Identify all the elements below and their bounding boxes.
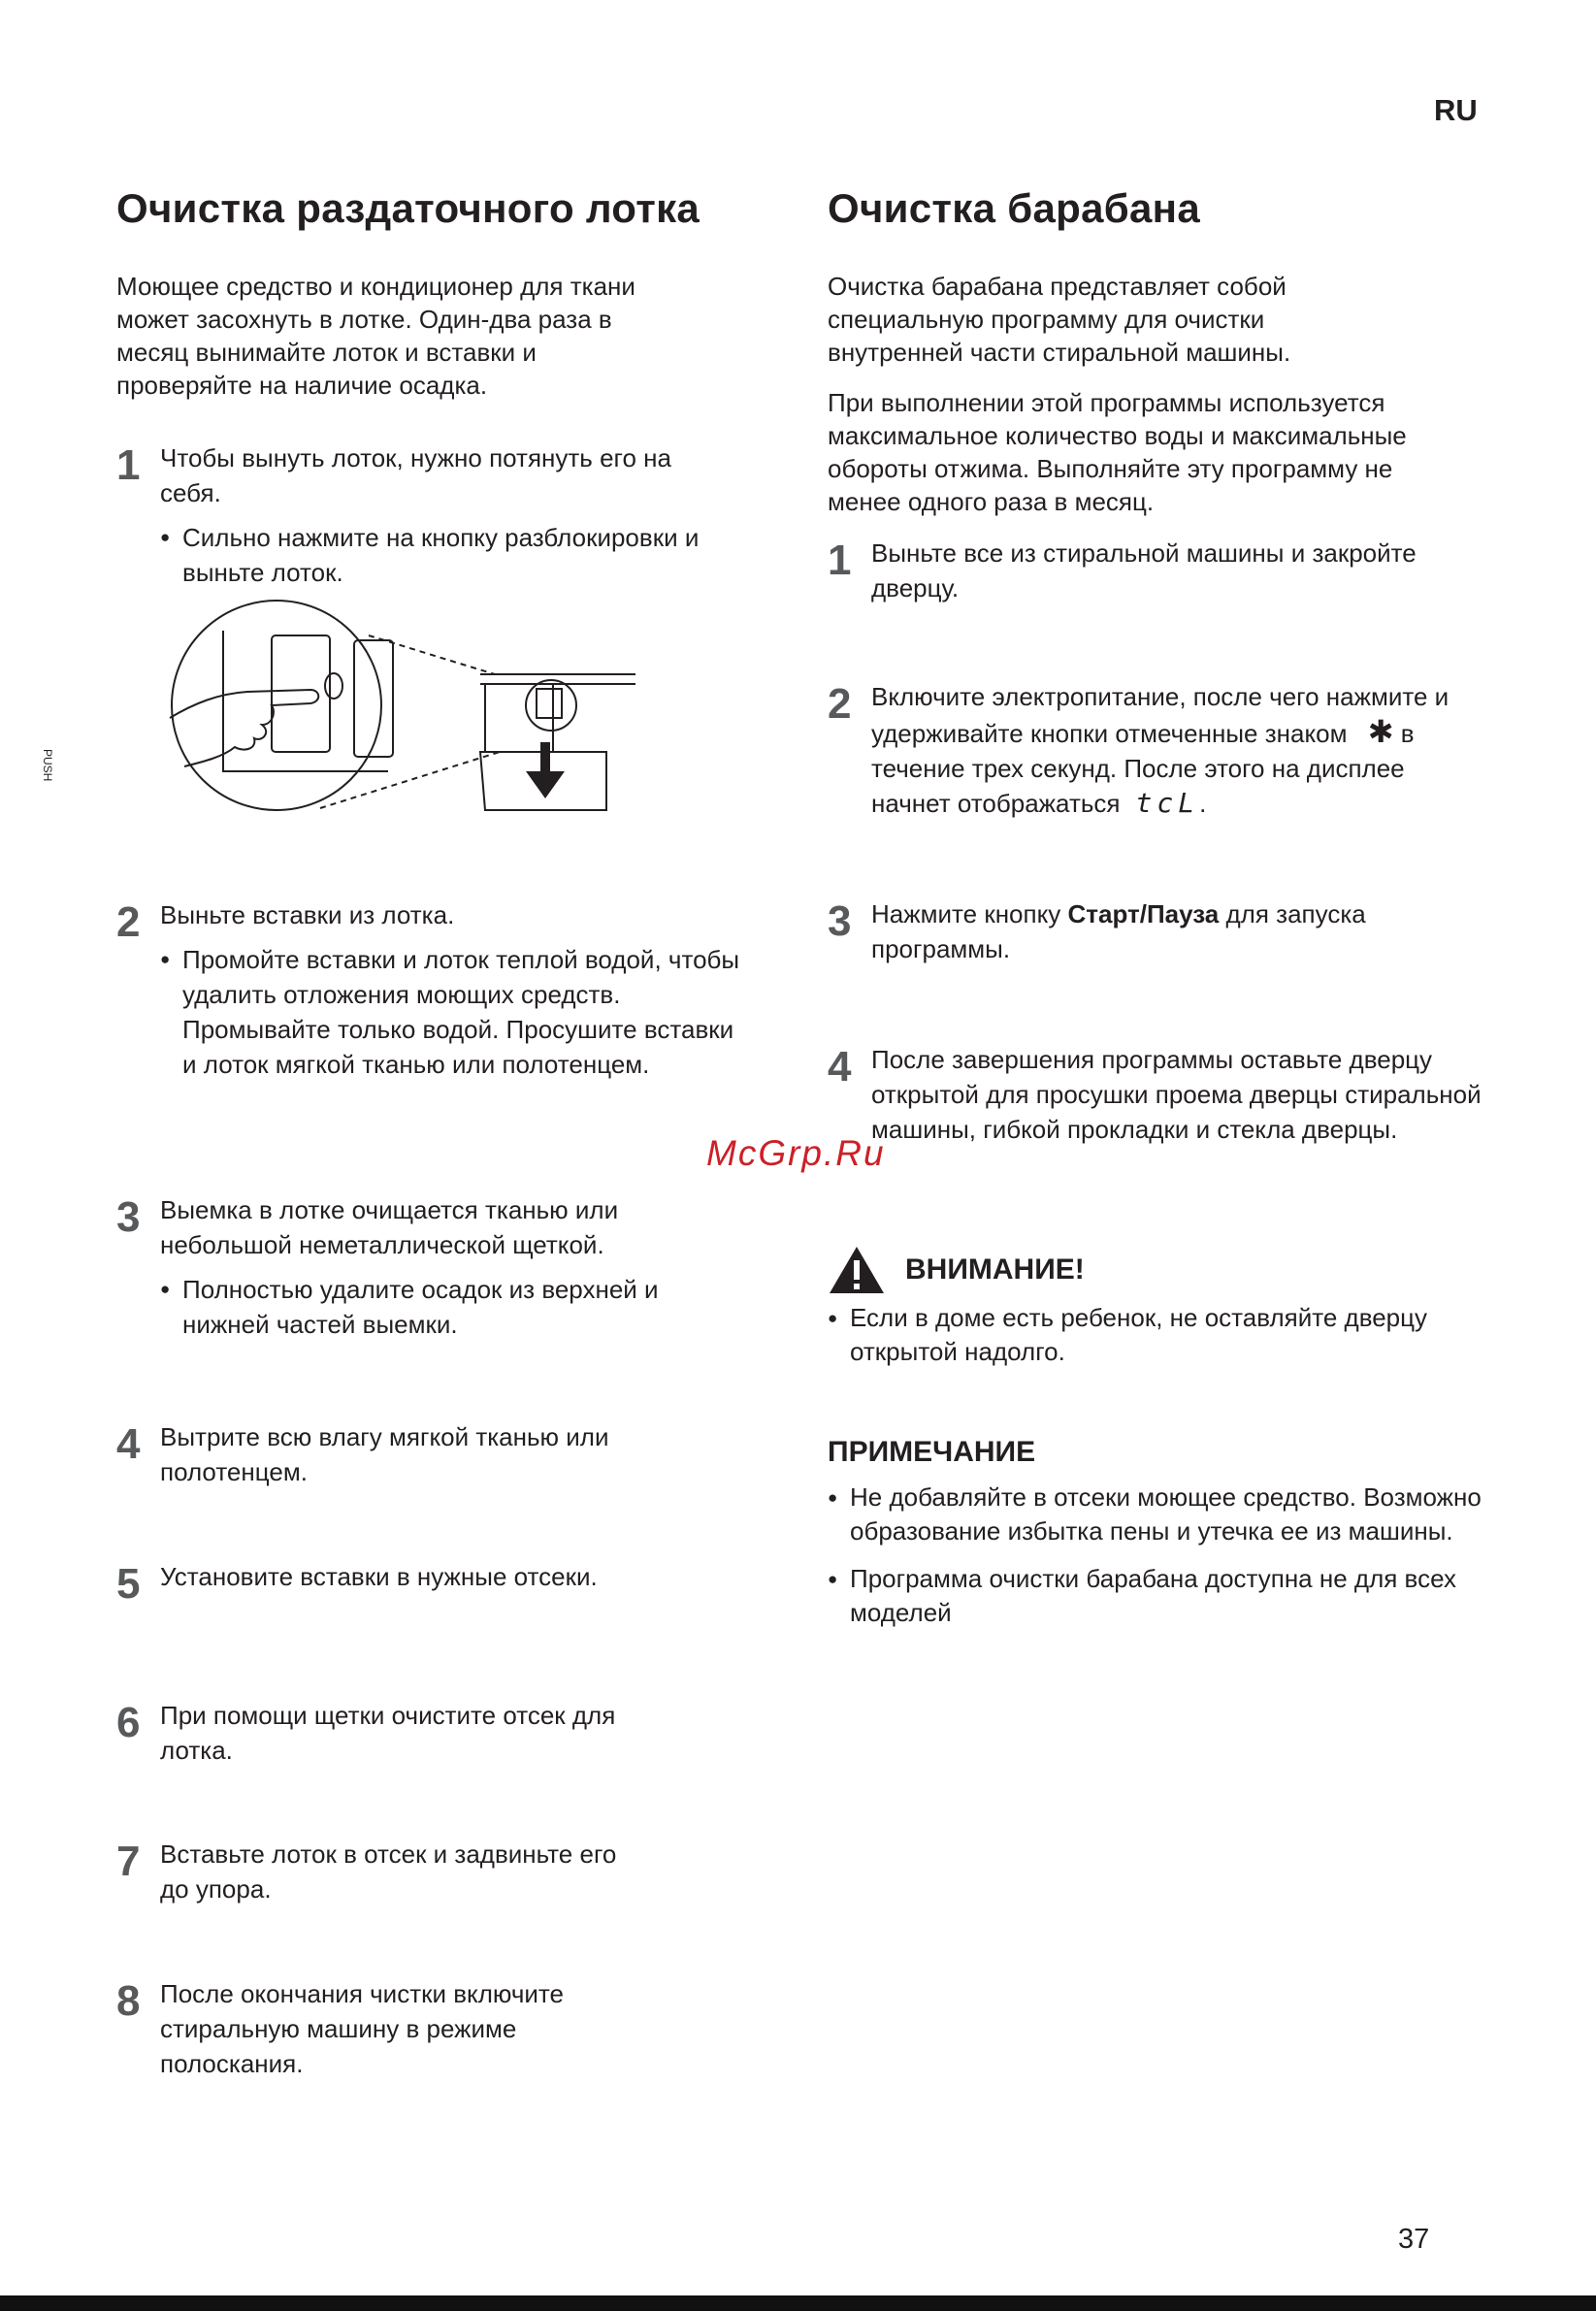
star-icon: ✱ [1367,714,1394,749]
step-number: 7 [116,1838,141,1885]
drum-step-1 [828,536,1497,605]
drum-step-4-wrap [828,1042,1497,1147]
dispenser-step-5 [116,1559,747,1608]
step-text: Вытрите всю влагу мягкой тканью или полотенцем. [160,1422,609,1486]
lcd-display-code: tcL [1135,787,1200,819]
left-column-steps [116,897,747,1082]
step-text: Выньте вставки из лотка. [160,900,455,929]
dispenser-step-1 [116,440,747,590]
section-title-drum: Очистка барабана [828,185,1200,231]
dispenser-step-8 [116,1976,747,2081]
step-number: 3 [828,897,852,945]
drum-step-1-wrap [828,536,1497,605]
drum-step-3 [828,896,1497,966]
step-number: 2 [828,680,852,728]
step-text-post: для запуска программы. [871,899,1366,963]
step-text [871,896,1434,966]
warning-triangle-icon [828,1245,886,1295]
step-number: 3 [116,1193,141,1241]
dispenser-step-4-wrap [116,1419,747,1489]
step-number: 8 [116,1977,141,2025]
dispenser-step-7-wrap [116,1837,747,1906]
push-button-icon [325,673,342,699]
step-text: Установите вставки в нужные отсеки. [160,1562,598,1591]
note-item-2: ● Программа очистки барабана доступна не для всех моделей [828,1562,1481,1630]
step-number: 2 [116,898,141,946]
step-number: 4 [116,1420,141,1468]
dispenser-step-7 [116,1837,747,1906]
step-text: Чтобы вынуть лоток, нужно потянуть его на себя. [160,443,671,508]
note-block [828,1436,1497,1630]
note-item-1: ● Не добавляйте в отсеки моющее средство. Возможно образование избытка пены и утечка ее из машины. [828,1481,1500,1548]
caution-block [828,1245,1497,1369]
dispenser-step-2 [116,897,747,1082]
dispenser-removal-illustration [41,597,640,820]
dispenser-step-4 [116,1419,747,1489]
step-text: Выньте все из стиральной машины и закройте дверцу. [871,538,1417,602]
language-code: RU [1434,93,1478,127]
drum-intro-2: При выполнении этой программы используется максимальное количество воды и максимальные обороты отжима. Выполняйте эту программу не менее одного раза в месяц. [828,388,1407,517]
step-end: . [1199,789,1207,818]
caution-item: ● Если в доме есть ребенок, не оставляйте дверцу открытой надолго. [828,1301,1481,1369]
step-text-a: Включите электропитание, после чего нажмите и удерживайте кнопки отмеченные знаком [871,682,1449,748]
drum-step-2 [828,679,1497,821]
step-number: 5 [116,1560,141,1608]
right-column [828,184,1497,536]
step-text: После окончания чистки включите стиральную машину в режиме полоскания. [160,1979,564,2078]
drum-step-3-wrap [828,896,1497,966]
start-pause-label: Старт/Пауза [1067,899,1220,928]
dispenser-step-6-wrap [116,1698,747,1768]
left-column [116,184,747,590]
caution-header [828,1245,1497,1295]
watermark: McGrp.Ru [706,1133,886,1173]
step-text: После завершения программы оставьте дверцу открытой для просушки проема дверцы стиральной машины, гибкой прокладки и стекла дверцы. [871,1045,1482,1144]
section-title-dispenser: Очистка раздаточного лотка [116,185,700,231]
hand-icon [170,690,318,766]
step-number: 1 [116,441,141,490]
step-text: Вставьте лоток в отсек и задвиньте его до упора. [160,1839,617,1904]
page-number: 37 [1398,2224,1430,2255]
push-label: PUSH [41,749,54,782]
dispenser-step-3-wrap [116,1192,747,1342]
drum-step-2-wrap [828,679,1497,821]
dispenser-step-6 [116,1698,747,1768]
step-text-pre: Нажмите кнопку [871,899,1068,928]
dispenser-step-3 [116,1192,747,1342]
step-number: 6 [116,1699,141,1746]
note-title: ПРИМЕЧАНИЕ [828,1436,1036,1468]
drum-intro-1: Очистка барабана представляет собой специальную программу для очистки внутренней части стиральной машины. [828,272,1291,368]
step-text [871,679,1482,821]
step-number: 4 [828,1043,852,1090]
step-bullet: ● Промойте вставки и лоток теплой водой, чтобы удалить отложения моющих средств. Промывайте только водой. Просушите вставки и лоток мягкой тканью или полотенцем. [160,942,750,1082]
dispenser-intro: Моющее средство и кондиционер для ткани может засохнуть в лотке. Один-два раза в месяц вынимайте лоток и вставки и проверяйте на наличие осадка. [116,272,635,401]
bottom-bar [0,2295,1596,2311]
step-bullet: ● Сильно нажмите на кнопку разблокировки и выньте лоток. [160,520,745,590]
step-number: 1 [828,537,852,584]
caution-title: ВНИМАНИЕ! [905,1253,1085,1286]
dispenser-step-8-wrap [116,1976,747,2081]
step-bullet: ● Полностью удалите осадок из верхней и нижней частей выемки. [160,1272,711,1342]
dispenser-step-5-wrap [116,1559,747,1608]
step-text: При помощи щетки очистите отсек для лотка. [160,1701,616,1765]
step-text: Выемка в лотке очищается тканью или небольшой неметаллической щеткой. [160,1195,619,1259]
step-text-b: в течение трех секунд. После этого на дисплее начнет отображаться [871,719,1415,818]
drum-step-4 [828,1042,1497,1147]
